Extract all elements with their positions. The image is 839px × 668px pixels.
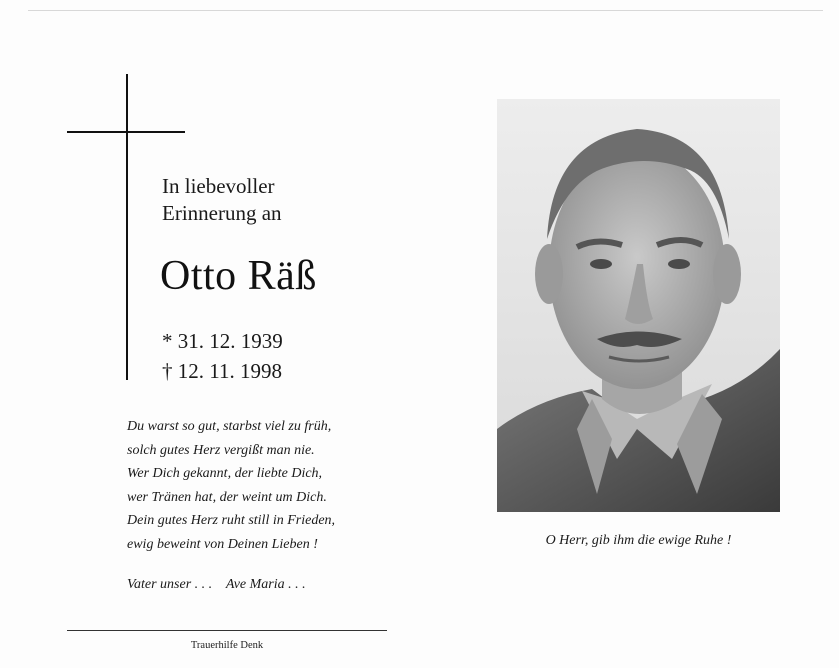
- poem-line: Du warst so gut, starbst viel zu früh,: [127, 419, 332, 434]
- poem-line: solch gutes Herz vergißt man nie.: [127, 442, 315, 458]
- footer-divider: [67, 630, 387, 631]
- prayers-text: Vater unser . . . Ave Maria . . .: [127, 577, 306, 592]
- card-edge: [28, 10, 823, 11]
- portrait-photo: [497, 99, 780, 512]
- intro-line: Erinnerung an: [162, 201, 282, 225]
- poem-line: wer Tränen hat, der weint um Dich.: [127, 489, 327, 505]
- deceased-name: Otto Räß: [160, 253, 317, 299]
- intro-line: In liebevoller: [162, 174, 275, 198]
- poem-line: ewig beweint von Deinen Lieben !: [127, 536, 318, 552]
- memorial-poem: [127, 415, 335, 556]
- life-dates: [162, 326, 283, 386]
- portrait-illustration: [497, 99, 780, 512]
- intro-text: [162, 173, 282, 227]
- poem-line: Dein gutes Herz ruht still in Frieden,: [127, 513, 336, 528]
- publisher-footer: Trauerhilfe Denk: [190, 640, 264, 651]
- poem-line: Wer Dich gekannt, der liebte Dich,: [127, 466, 323, 481]
- cross-icon-vertical: [126, 74, 128, 380]
- cross-icon-horizontal: [67, 131, 185, 133]
- birth-date: * 31. 12. 1939: [162, 329, 283, 353]
- photo-caption: O Herr, gib ihm die ewige Ruhe !: [545, 533, 732, 548]
- death-date: † 12. 11. 1998: [162, 359, 282, 383]
